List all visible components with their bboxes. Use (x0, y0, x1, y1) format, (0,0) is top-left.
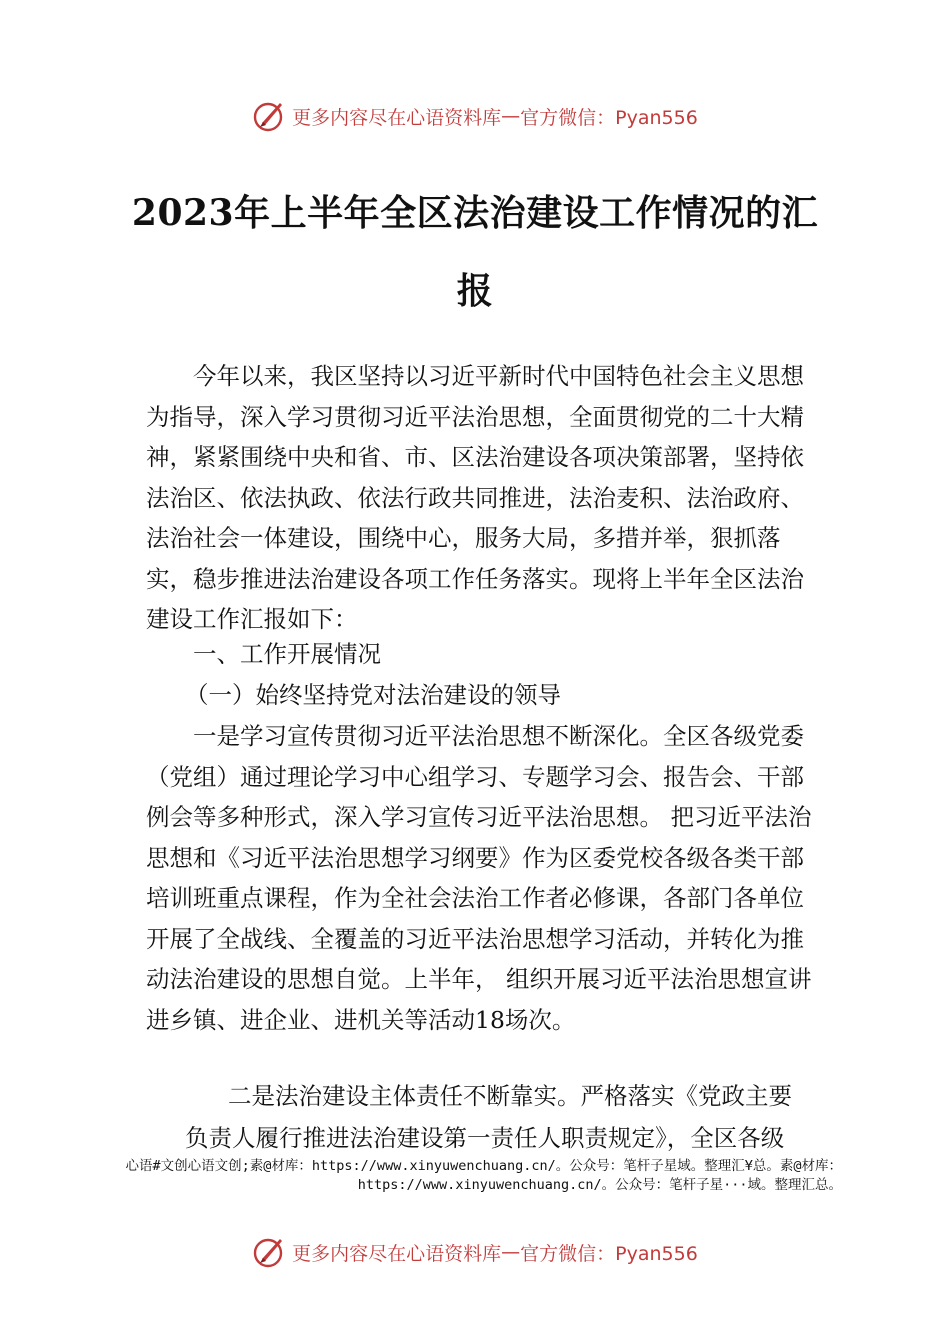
banner-separator: — (501, 105, 521, 127)
banner-separator: — (501, 1241, 521, 1263)
banner-text: 更多内容尽在心语资料库 (292, 1242, 502, 1265)
intro-paragraph: 今年以来，我区坚持以习近平新时代中国特色社会主义思想为指导，深入学习贯彻习近平法治思想，全面贯彻党的二十大精神，紧紧围绕中央和省、市、区法治建设各项决策部署，坚持依法治区、依法执政、依法行政共同推进，法治麦积、法治政府、法治社会一体建设，围绕中心，服务大局，多措并举，狠抓落实，稳步推进法治建设各项工作任务落实。现将上半年全区法治建设工作汇报如下： (146, 362, 804, 633)
banner-text: 更多内容尽在心语资料库 (292, 106, 502, 129)
body-paragraph-2-line-1: 二是法治建设主体责任不断靠实。严格落实《党政主要 (228, 1082, 792, 1110)
quill-pen-icon (252, 1235, 288, 1269)
quill-pen-icon (252, 99, 288, 133)
body-paragraph-1: 一是学习宣传贯彻习近平法治思想不断深化。全区各级党委（党组）通过理论学习中心组学习、专题学习会、报告会、干部例会等多种形式，深入学习宣传习近平法治思想。 把习近平法治思想和《习近平法治思想学习纲要》作为区委党校各级各类干部培训班重点课程，作为全社会法治工作者必修课，各部门各单位开展了全战线、全覆盖的习近平法治思想学习活动，并转化为推动法治建设的思想自觉。上半年， 组织开展习近平法治思想宣讲进乡镇、进企业、进机关等活动18场次。 (146, 722, 812, 1034)
subsection-heading: （一）始终坚持党对法治建设的领导 (185, 681, 561, 709)
top-banner (0, 96, 950, 136)
banner-wechat: 官方微信：Pyan556 (520, 106, 698, 129)
body-paragraph-2-line-2: 负责人履行推进法治建设第一责任人职责规定》，全区各级 (185, 1124, 785, 1152)
document-title: 2023年上半年全区法治建设工作情况的汇报 (131, 192, 819, 312)
banner-wechat: 官方微信：Pyan556 (520, 1242, 698, 1265)
footer-note: 心语#文创心语文创;素@材库：https://www.xinyuwenchuang.cn/。公众号：笔杆子星域。整理汇¥总。素@材库：https://www.xinyuwenchuang.cn/。公众号：笔杆子星···域。整理汇总。 (125, 1158, 842, 1193)
bottom-banner (0, 1232, 950, 1272)
section-heading: 一、工作开展情况 (193, 640, 381, 668)
